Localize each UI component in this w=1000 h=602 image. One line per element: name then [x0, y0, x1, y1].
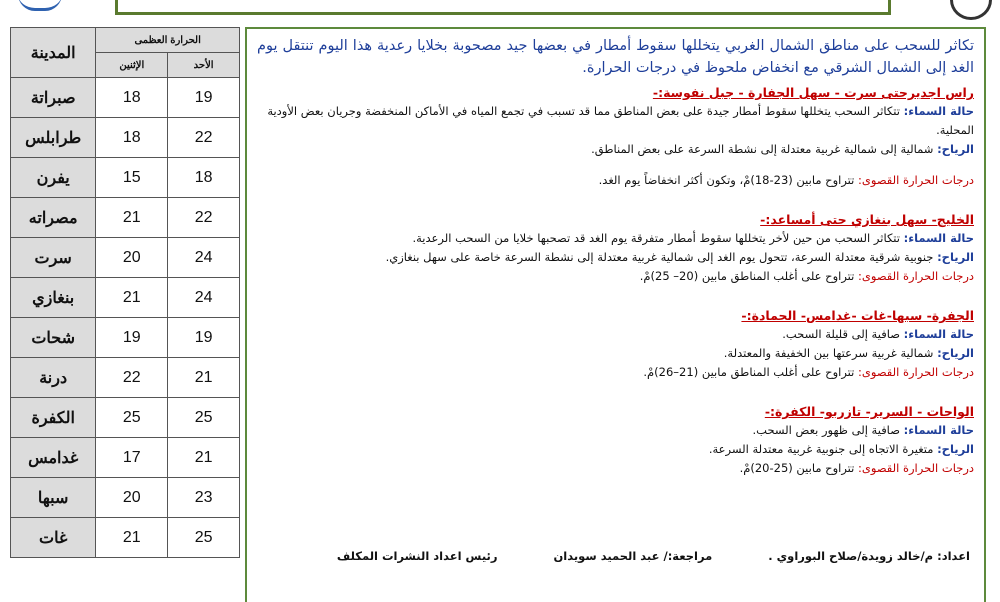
temp-monday: 20: [96, 238, 168, 278]
temp-monday: 18: [96, 118, 168, 158]
section-title: الجفرة- سبها-غات -غدامس- الحمادة:-: [741, 308, 974, 323]
wind-text: جنوبية شرقية معتدلة السرعة، تتحول يوم الغد إلى شمالية غربية معتدلة إلى نشطة السرعة خاصة على سهل بنغازي.: [385, 250, 934, 264]
label-temp: درجات الحرارة القصوى:: [858, 461, 974, 475]
table-row: [11, 358, 240, 398]
label-temp: درجات الحرارة القصوى:: [858, 173, 974, 187]
city-name: يفرن: [11, 158, 96, 198]
city-name: سرت: [11, 238, 96, 278]
logo-right: [950, 0, 992, 20]
sky-text: تتكاثر السحب يتخللها سقوط أمطار جيدة على بعض المناطق مما قد تسبب في تجمع المياه في الأماكن المنخفضة وجريان بعض الأودية المحلية.: [267, 104, 974, 137]
sky-text: صافية إلى قليلة السحب.: [782, 327, 900, 341]
temp-text: تتراوح على أغلب المناطق مابين (20– 25)مْ.: [639, 269, 855, 283]
city-name: صبراتة: [11, 78, 96, 118]
temp-monday: 19: [96, 318, 168, 358]
section-jufra: [257, 306, 974, 382]
label-wind: الرياح:: [937, 142, 974, 156]
table-row: [11, 238, 240, 278]
forecast-intro: تكاثر للسحب على مناطق الشمال الغربي يتخللها سقوط أمطار في بعضها جيد مصحوبة بخلايا رعدية هذا اليوم تنتقل يوم الغد إلى الشمال الشرقي مع انخفاض ملحوظ في درجات الحرارة.: [257, 38, 974, 76]
table-row: [11, 198, 240, 238]
label-sky: حالة السماء:: [903, 231, 974, 245]
temp-monday: 21: [96, 198, 168, 238]
city-name: درنة: [11, 358, 96, 398]
table-row: [11, 158, 240, 198]
label-wind: الرياح:: [937, 346, 974, 360]
credit-review: مراجعة:/ عبد الحميد سويدان: [553, 549, 713, 563]
temp-monday: 20: [96, 478, 168, 518]
temp-monday: 15: [96, 158, 168, 198]
city-name: شحات: [11, 318, 96, 358]
forecast-panel: [245, 27, 986, 602]
label-sky: حالة السماء:: [903, 327, 974, 341]
header-max-temp: الحرارة العظمى: [96, 28, 240, 53]
city-name: مصراته: [11, 198, 96, 238]
temp-text: تتراوح مابين (23-18)مْ، وتكون أكثر انخفاضاً يوم الغد.: [598, 173, 855, 187]
temp-sunday: 19: [168, 318, 240, 358]
temp-monday: 18: [96, 78, 168, 118]
temp-sunday: 19: [168, 78, 240, 118]
wind-text: شمالية إلى شمالية غربية معتدلة إلى نشطة السرعة على بعض المناطق.: [591, 142, 934, 156]
table-row: [11, 278, 240, 318]
temp-monday: 17: [96, 438, 168, 478]
label-wind: الرياح:: [937, 250, 974, 264]
credit-prepared: اعداد: م/خالد زويدة/صلاح البوراوي .: [768, 549, 970, 563]
section-northwest: [257, 83, 974, 190]
sky-text: تتكاثر السحب من حين لأخر يتخللها سقوط أمطار متفرقة يوم الغد قد تصحبها خلايا من السحب الرعدية.: [412, 231, 900, 245]
header-day-sunday: الأحد: [168, 53, 240, 78]
temp-sunday: 21: [168, 358, 240, 398]
credit-chief: رئيس اعداد النشرات المكلف: [336, 549, 498, 563]
section-title: الخليج- سهل بنغازي حتى أمساعد:-: [760, 212, 974, 227]
sky-text: صافية إلى ظهور بعض السحب.: [752, 423, 900, 437]
city-name: غات: [11, 518, 96, 558]
section-title: راس اجديرحتى سرت - سهل الجفارة - جبل نفوسة:-: [652, 85, 974, 100]
temp-sunday: 21: [168, 438, 240, 478]
label-sky: حالة السماء:: [903, 423, 974, 437]
temperature-table: [10, 27, 240, 558]
city-name: بنغازي: [11, 278, 96, 318]
table-row: [11, 78, 240, 118]
city-name: الكفرة: [11, 398, 96, 438]
temp-sunday: 18: [168, 158, 240, 198]
temp-sunday: 24: [168, 238, 240, 278]
credits: [337, 549, 970, 563]
table-row: [11, 518, 240, 558]
temp-sunday: 22: [168, 118, 240, 158]
temp-sunday: 25: [168, 518, 240, 558]
temp-sunday: 23: [168, 478, 240, 518]
header-frame: [115, 0, 891, 15]
label-temp: درجات الحرارة القصوى:: [858, 365, 974, 379]
table-row: [11, 398, 240, 438]
section-title: الواحات - السرير- تازربو- الكفرة:-: [764, 404, 974, 419]
city-name: غدامس: [11, 438, 96, 478]
temp-sunday: 24: [168, 278, 240, 318]
temp-text: تتراوح مابين (25-20)مْ.: [739, 461, 855, 475]
header-day-monday: الإثنين: [96, 53, 168, 78]
logo-left: [18, 0, 62, 11]
table-row: [11, 478, 240, 518]
city-name: سبها: [11, 478, 96, 518]
temp-monday: 22: [96, 358, 168, 398]
temp-sunday: 22: [168, 198, 240, 238]
temp-monday: 21: [96, 278, 168, 318]
wind-text: متغيرة الاتجاه إلى جنوبية غربية معتدلة السرعة.: [708, 442, 934, 456]
wind-text: شمالية غربية سرعتها بين الخفيفة والمعتدلة.: [723, 346, 934, 360]
table-row: [11, 118, 240, 158]
temp-sunday: 25: [168, 398, 240, 438]
label-wind: الرياح:: [937, 442, 974, 456]
city-name: طرابلس: [11, 118, 96, 158]
section-oases: [257, 402, 974, 478]
label-temp: درجات الحرارة القصوى:: [858, 269, 974, 283]
temp-text: تتراوح على أغلب المناطق مابين (21–26)مْ.: [643, 365, 855, 379]
temp-monday: 25: [96, 398, 168, 438]
table-row: [11, 318, 240, 358]
label-sky: حالة السماء:: [903, 104, 974, 118]
header-city: المدينة: [11, 28, 96, 78]
temp-monday: 21: [96, 518, 168, 558]
section-benghazi: [257, 210, 974, 286]
table-row: [11, 438, 240, 478]
